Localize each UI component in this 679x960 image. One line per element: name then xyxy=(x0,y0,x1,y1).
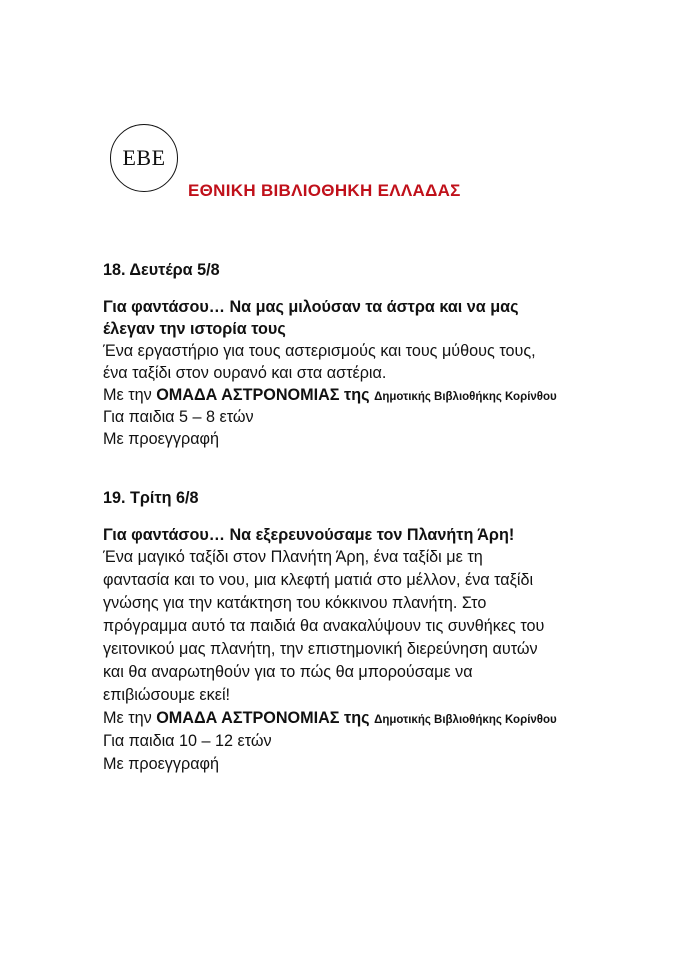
event-description-line: Ένα μαγικό ταξίδι στον Πλανήτη Άρη, ένα ταξίδι με τη xyxy=(103,548,483,566)
organizer-prefix: Με την xyxy=(103,709,157,727)
event-description-line: ένα ταξίδι στον ουρανό και στα αστέρια. xyxy=(103,364,387,382)
event-title-line: έλεγαν την ιστορία τους xyxy=(103,320,286,338)
event-description-line: φαντασία και το νου, μια κλεφτή ματιά στο μέλλον, ένα ταξίδι xyxy=(103,571,534,589)
event-registration: Με προεγγραφή xyxy=(103,755,220,773)
organizer-group: ΟΜΑΔΑ ΑΣΤΡΟΝΟΜΙΑΣ της xyxy=(156,709,370,727)
event-heading: 18. Δευτέρα 5/8 xyxy=(103,261,220,279)
event-title-line: Για φαντάσου… Να εξερευνούσαμε τον Πλανήτη Άρη! xyxy=(103,526,515,544)
organizer-library: Δημοτικής Βιβλιοθήκης Κορίνθου xyxy=(374,391,557,403)
event-description-line: γειτονικού μας πλανήτη, την επιστημονική διερεύνηση αυτών xyxy=(103,640,538,658)
logo-text: EBE xyxy=(122,145,166,170)
library-title: ΕΘΝΙΚΗ ΒΙΒΛΙΟΘΗΚΗ ΕΛΛΑΔΑΣ xyxy=(188,181,461,200)
event-description-line: επιβιώσουμε εκεί! xyxy=(103,686,231,704)
organizer-library: Δημοτικής Βιβλιοθήκης Κορίνθου xyxy=(374,714,557,726)
event-ages: Για παιδια 10 – 12 ετών xyxy=(103,732,272,750)
event-description-line: πρόγραμμα αυτό τα παιδιά θα ανακαλύψουν τις συνθήκες του xyxy=(103,617,545,635)
library-logo xyxy=(110,124,178,192)
event-description-line: γνώσης για την κατάκτηση του κόκκινου πλανήτη. Στο xyxy=(103,594,487,612)
event-title-line: Για φαντάσου… Να μας μιλούσαν τα άστρα και να μας xyxy=(103,298,519,316)
event-organizer xyxy=(103,384,557,408)
organizer-group: ΟΜΑΔΑ ΑΣΤΡΟΝΟΜΙΑΣ της xyxy=(156,386,370,404)
event-heading: 19. Τρίτη 6/8 xyxy=(103,489,199,507)
event-description-line: Ένα εργαστήριο για τους αστερισμούς και τους μύθους τους, xyxy=(103,342,536,360)
event-ages: Για παιδια 5 – 8 ετών xyxy=(103,408,254,426)
organizer-prefix: Με την xyxy=(103,386,157,404)
event-registration: Με προεγγραφή xyxy=(103,430,220,448)
event-description-line: και θα αναρωτηθούν για το πώς θα μπορούσαμε να xyxy=(103,663,473,681)
event-organizer xyxy=(103,707,557,731)
